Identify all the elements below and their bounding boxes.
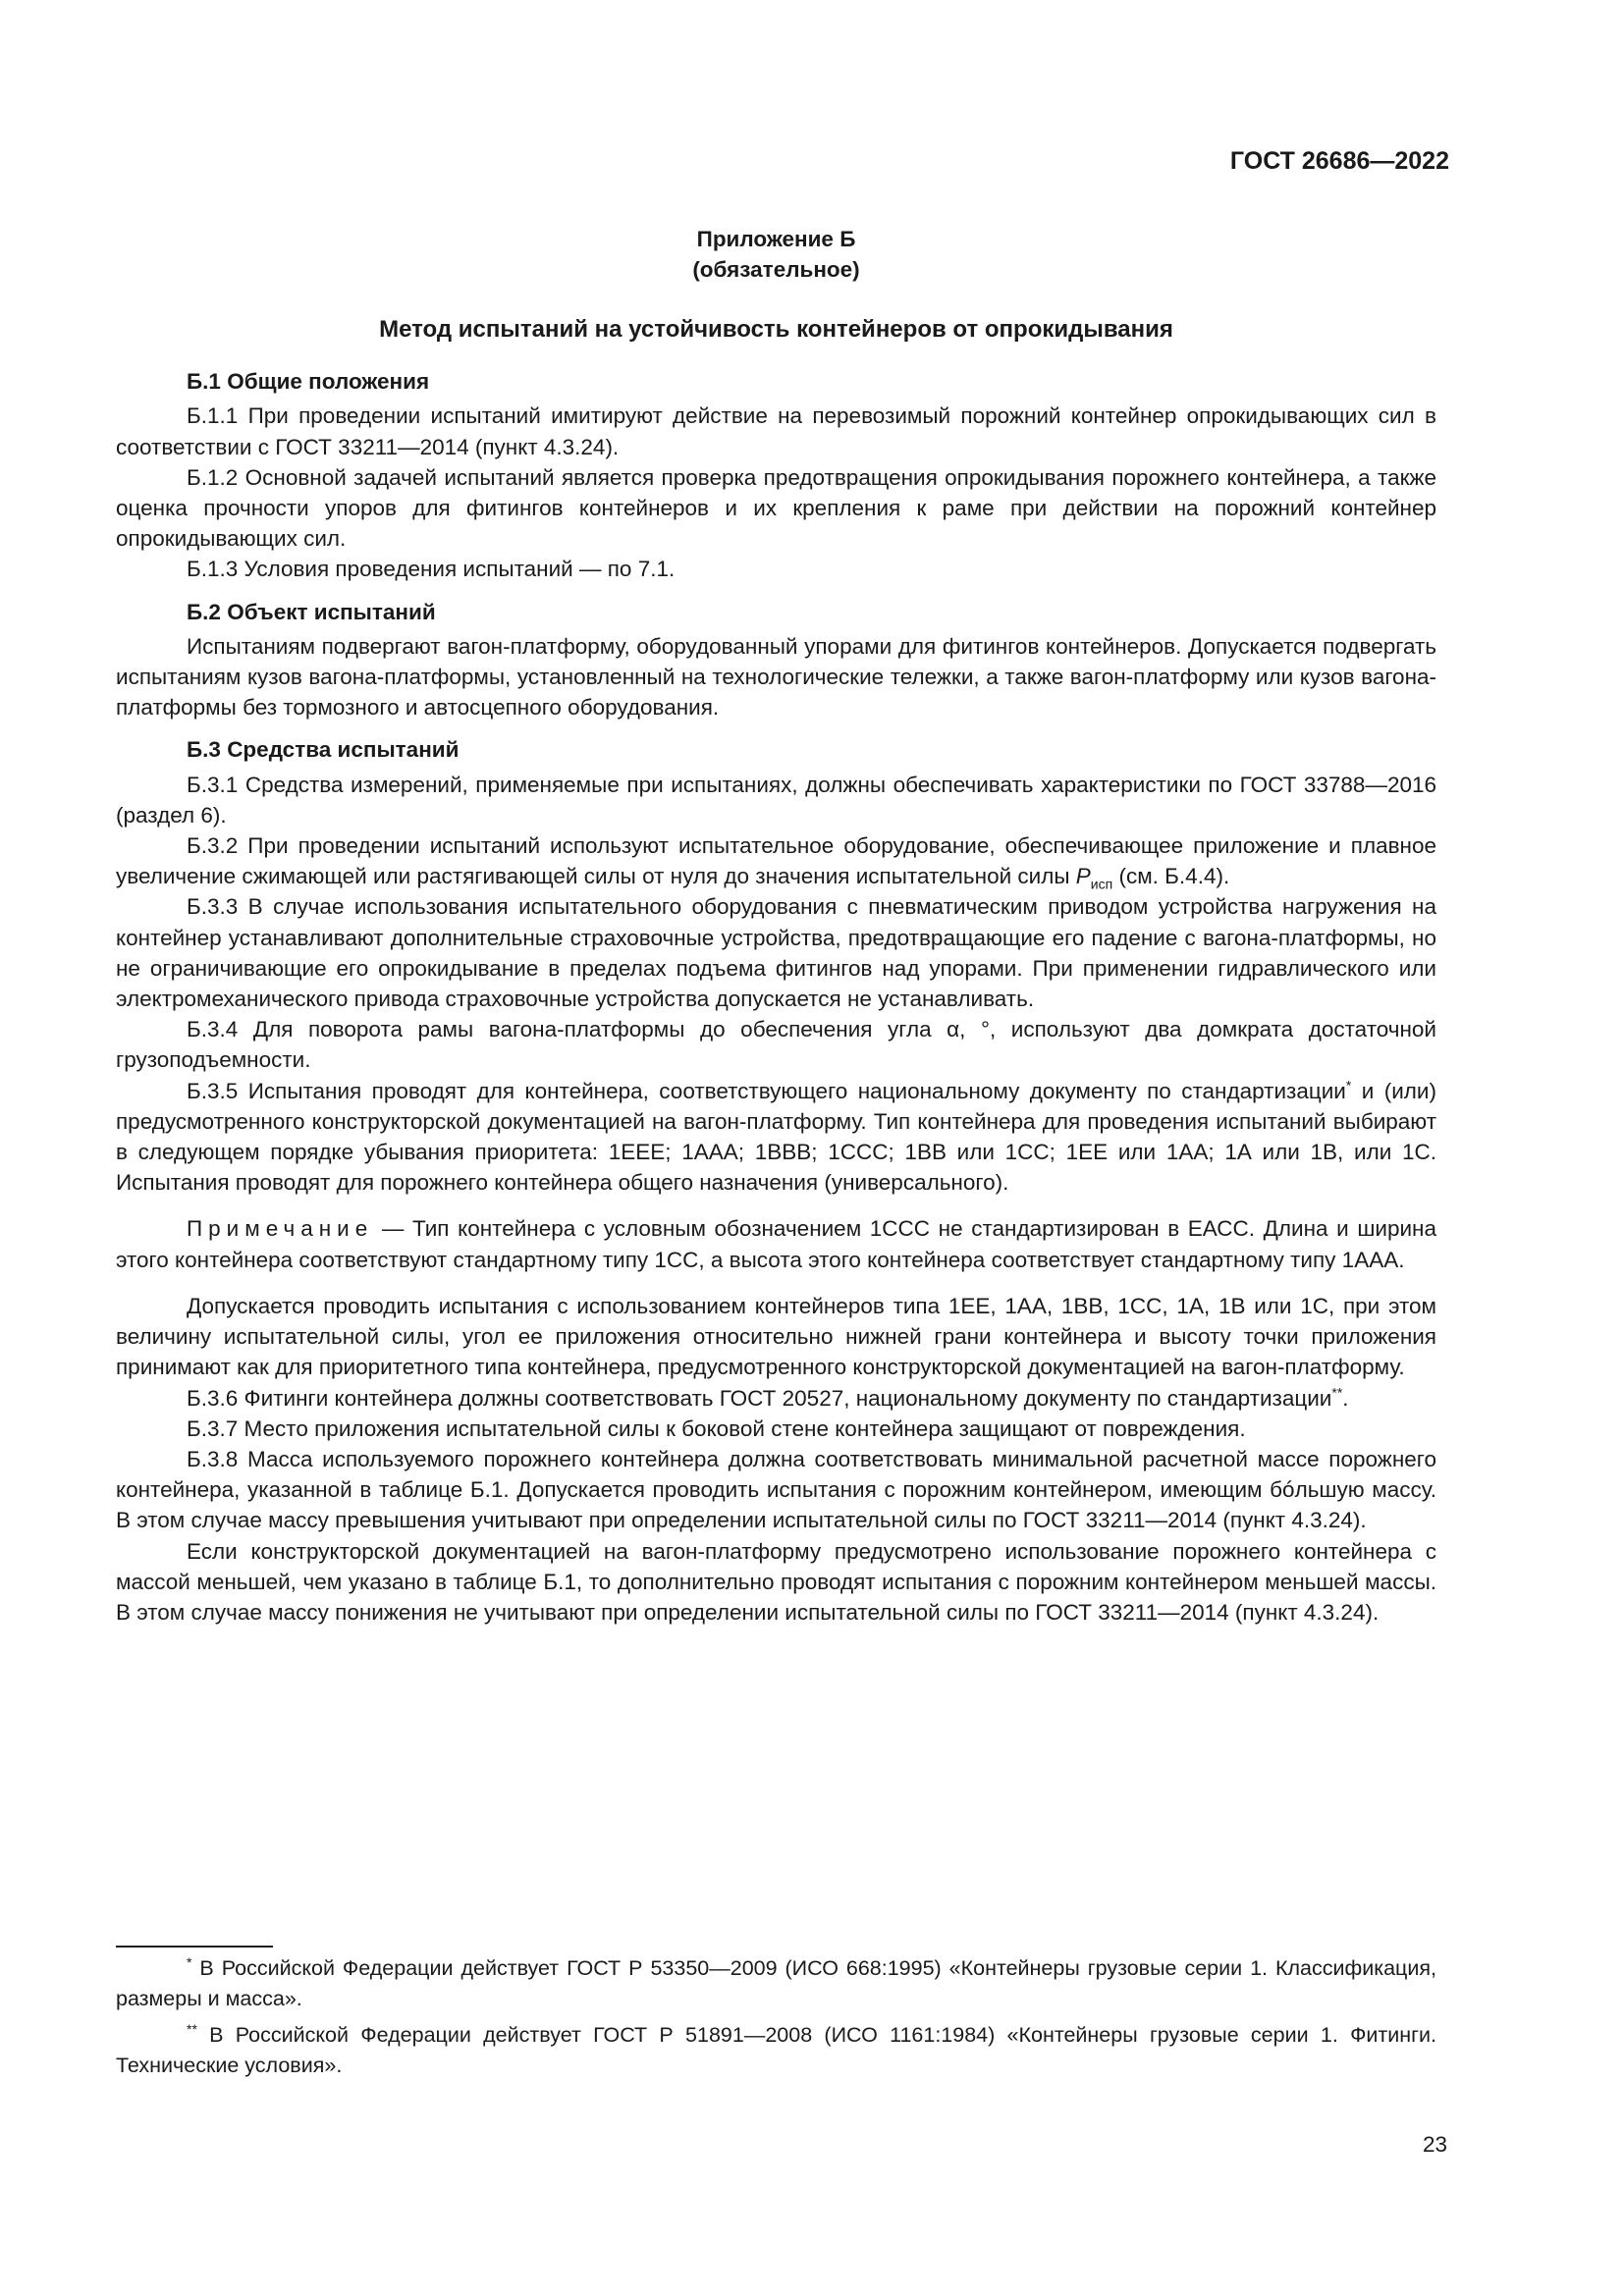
- footnote-2: [116, 2020, 1436, 2081]
- paragraph-b3-7: Б.3.7 Место приложения испытательной силы к боковой стене контейнера защищают от повреждения.: [187, 1415, 1246, 1441]
- paragraph-b3-2-ref: (см. Б.4.4).: [1112, 864, 1230, 889]
- footnote-2-mark: **: [187, 2020, 197, 2037]
- section-title-b1: Б.1 Общие положения: [187, 369, 430, 395]
- page-number: 23: [1422, 2132, 1447, 2157]
- page-body: [116, 224, 1436, 1628]
- footnote-marker-1: *: [1345, 1077, 1352, 1094]
- footnote-2-text: В Российской Федерации действует ГОСТ Р 51891—2008 (ИСО 1161:1984) «Контейнеры грузовые серии 1. Фитинги. Технические условия».: [116, 2023, 1436, 2077]
- paragraph-b1-3: Б.1.3 Условия проведения испытаний — по 7.1.: [187, 557, 676, 582]
- paragraph-b3-6-text: Б.3.6 Фитинги контейнера должны соответствовать ГОСТ 20527, национальному документу по стандартизации: [187, 1385, 1332, 1411]
- appendix-status: (обязательное): [692, 257, 860, 282]
- paragraph-b3-8: Б.3.8 Масса используемого порожнего контейнера должна соответствовать минимальной расчетной массе порожнего контейнера, указанной в таблице Б.1. Допускается проводить испытания с порожним контейнером, имеющим бóльшую массу. В этом случае массу превышения учитывают при определении испытательной силы по ГОСТ 33211—2014 (пункт 4.3.24).: [116, 1446, 1436, 1533]
- note-label: Примечание: [187, 1216, 374, 1242]
- section-title-b3: Б.3 Средства испытаний: [187, 737, 460, 763]
- paragraph-b3-1: Б.3.1 Средства измерений, применяемые при испытаниях, должны обеспечивать характеристики по ГОСТ 33788—2016 (раздел 6).: [116, 772, 1436, 828]
- paragraph-b2: Испытаниям подвергают вагон-платформу, оборудованный упорами для фитингов контейнеров. Допускается подвергать испытаниям кузов вагона-платформы, установленный на технологические тележки, а также вагон-платформу или кузов вагона-платформы без тормозного и автосцепного оборудования.: [116, 633, 1436, 721]
- paragraph-b3-5-text-b: и (или) предусмотренного конструкторской документацией на вагон-платформу. Тип контейнера для проведения испытаний выбирают в следующем порядке убывания приоритета: 1ЕЕЕ; 1ААА; 1ВВВ; 1ССС; 1ВВ или 1СС; 1ЕЕ или 1АА; 1А или 1В, или 1С. Испытания проводят для порожнего контейнера общего назначения (универсального).: [116, 1078, 1436, 1196]
- footnotes: [116, 1953, 1436, 2087]
- paragraph-b3-2: [116, 830, 1436, 891]
- paragraph-b3-8-continued: Если конструкторской документацией на вагон-платформу предусмотрено использование порожнего контейнера с массой меньшей, чем указано в таблице Б.1, то дополнительно проводят испытания с порожним контейнером меньшей массы. В этом случае массу понижения не учитывают при определении испытательной силы по ГОСТ 33211—2014 (пункт 4.3.24).: [116, 1538, 1436, 1625]
- paragraph-b3-3: Б.3.3 В случае использования испытательного оборудования с пневматическим приводом устройства нагружения на контейнер устанавливают дополнительные страховочные устройства, предотвращающие его падение с вагона-платформы, но не ограничивающие его опрокидывание в пределах подъема фитингов над упорами. При применении гидравлического или электромеханического привода страховочные устройства допускается не устанавливать.: [116, 894, 1436, 1012]
- document-id: ГОСТ 26686—2022: [1229, 147, 1449, 175]
- paragraph-b3-6-end: .: [1342, 1385, 1349, 1411]
- note-text: — Тип контейнера с условным обозначением 1ССС не стандартизирован в ЕАСС. Длина и ширина этого контейнера соответствуют стандартному типу 1СС, а высота этого контейнера соответствует стандартному типу 1ААА.: [116, 1216, 1436, 1272]
- paragraph-b1-1: Б.1.1 При проведении испытаний имитируют действие на перевозимый порожний контейнер опрокидывающих сил в соответствии с ГОСТ 33211—2014 (пункт 4.3.24).: [116, 403, 1436, 459]
- section-title-b2: Б.2 Объект испытаний: [187, 599, 436, 624]
- footnote-separator: [116, 1946, 273, 1948]
- footnote-1-text: В Российской Федерации действует ГОСТ Р 53350—2009 (ИСО 668:1995) «Контейнеры грузовые серии 1. Классификация, размеры и масса».: [116, 1956, 1436, 2010]
- note: [116, 1213, 1436, 1274]
- paragraph-b3-5-text-a: Б.3.5 Испытания проводят для контейнера, соответствующего национальному документу по стандартизации: [187, 1078, 1346, 1103]
- paragraph-b3-2-text: Б.3.2 При проведении испытаний используют испытательное оборудование, обеспечивающее приложение и плавное увеличение сжимающей или растягивающей силы от нуля до значения испытательной силы: [116, 833, 1436, 889]
- paragraph-b3-4: Б.3.4 Для поворота рамы вагона-платформы до обеспечения угла α, °, используют два домкрата достаточной грузоподъемности.: [116, 1017, 1436, 1073]
- force-symbol: P: [1075, 864, 1091, 889]
- paragraph-b1-2: Б.1.2 Основной задачей испытаний является проверка предотвращения опрокидывания порожнего контейнера, а также оценка прочности упоров для фитингов контейнеров и их крепления к раме при действии на порожний контейнер опрокидывающих сил.: [116, 464, 1436, 552]
- force-subscript: исп: [1090, 876, 1113, 892]
- appendix-title: Приложение Б: [696, 227, 856, 251]
- footnote-marker-2: **: [1331, 1384, 1343, 1400]
- paragraph-b3-5: [116, 1076, 1436, 1199]
- paragraph-b3-5-continued: Допускается проводить испытания с использованием контейнеров типа 1ЕЕ, 1АА, 1ВВ, 1СС, 1А, 1В или 1С, при этом величину испытательной силы, угол ее приложения относительно нижней грани контейнера и высоту точки приложения принимают как для приоритетного типа контейнера, предусмотренного конструкторской документацией на вагон-платформу.: [116, 1293, 1436, 1380]
- footnote-1: [116, 1953, 1436, 2014]
- footnote-1-mark: *: [187, 1953, 192, 1970]
- paragraph-b3-6: [116, 1383, 1436, 1414]
- method-title: Метод испытаний на устойчивость контейнеров от опрокидывания: [379, 316, 1173, 343]
